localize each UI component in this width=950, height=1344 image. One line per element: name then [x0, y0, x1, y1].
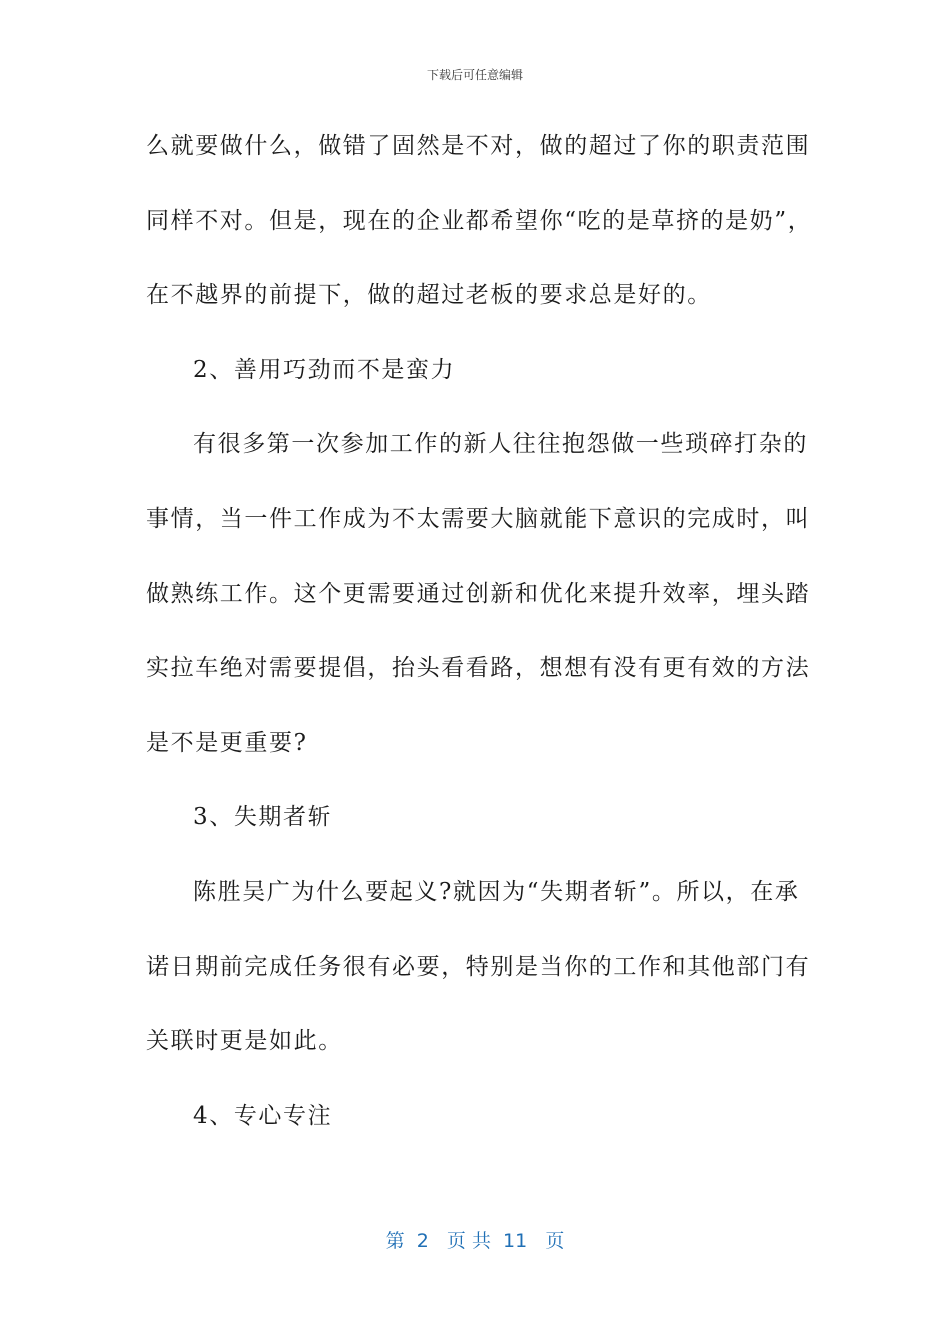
paragraph-line: 诺日期前完成任务很有必要，特别是当你的工作和其他部门有	[146, 953, 811, 980]
paragraph-line: 做熟练工作。这个更需要通过创新和优化来提升效率，埋头踏	[146, 580, 811, 607]
paragraph-line: 么就要做什么，做错了固然是不对，做的超过了你的职责范围	[146, 133, 811, 159]
paragraph-line: 同样不对。但是，现在的企业都希望你“吃的是草挤的是奶”，	[146, 207, 813, 234]
paragraph-line: 事情，当一件工作成为不太需要大脑就能下意识的完成时，叫	[146, 505, 811, 532]
document-body	[146, 120, 813, 1164]
page-number-footer: 第 2 页 共 11 页	[385, 1230, 565, 1252]
paragraph-line: 陈胜吴广为什么要起义?就因为“失期者斩”。所以，在承	[193, 878, 800, 905]
paragraph-line: 有很多第一次参加工作的新人往往抱怨做一些琐碎打杂的	[193, 431, 808, 458]
section-heading: 2、善用巧劲而不是蛮力	[193, 356, 456, 383]
paragraph-line: 是不是更重要?	[146, 729, 308, 756]
paragraph-line: 在不越界的前提下，做的超过老板的要求总是好的。	[146, 282, 712, 309]
section-heading: 3、失期者斩	[193, 804, 333, 831]
page-header: 下载后可任意编辑	[426, 68, 523, 82]
paragraph-line: 实拉车绝对需要提倡，抬头看看路，想想有没有更有效的方法	[146, 655, 811, 682]
section-heading: 4、专心专注	[193, 1102, 333, 1129]
paragraph-line: 关联时更是如此。	[146, 1028, 343, 1055]
